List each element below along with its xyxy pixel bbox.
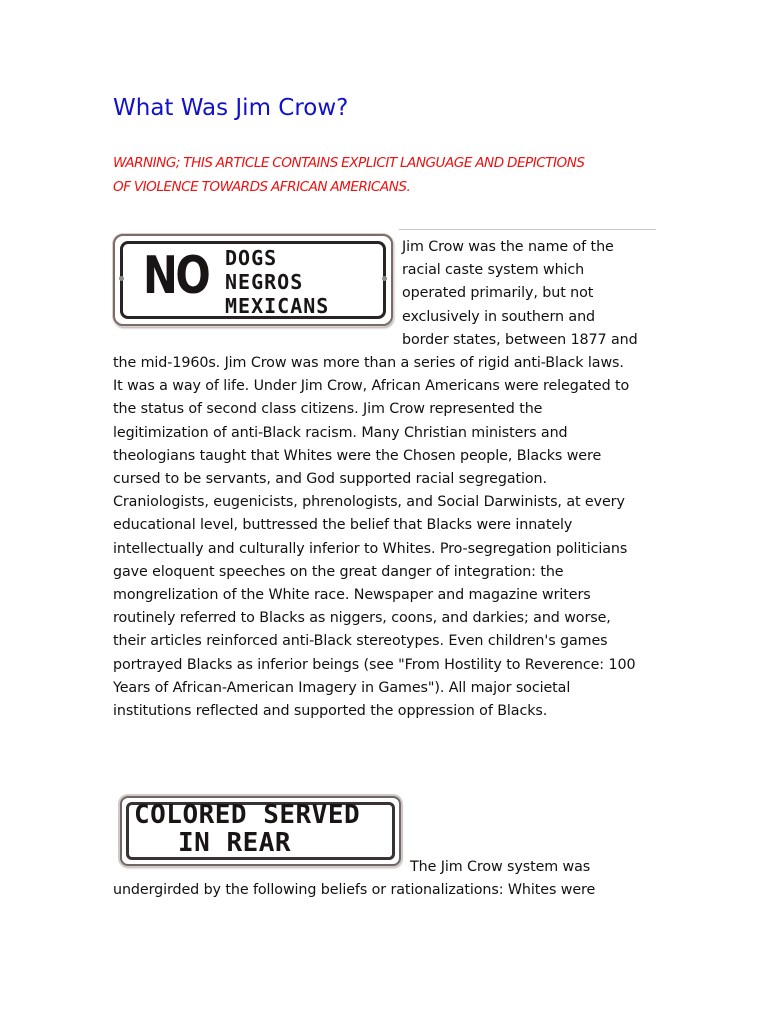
text-line: operated primarily, but not <box>402 285 594 302</box>
sign-line: NEGROS <box>225 270 304 294</box>
text-line: institutions reflected and supported the oppression of Blacks. <box>113 703 548 720</box>
text-line: Craniologists, eugenicists, phrenologists, and Social Darwinists, at every <box>113 494 625 511</box>
text-line: routinely referred to Blacks as niggers, coons, and darkies; and worse, <box>113 610 611 627</box>
text-line: undergirded by the following beliefs or rationalizations: Whites were <box>113 882 596 898</box>
colored-served-in-rear-sign-image <box>120 796 401 866</box>
text-line: the status of second class citizens. Jim Crow represented the <box>113 401 543 418</box>
warning-line: WARNING; THIS ARTICLE CONTAINS EXPLICIT LANGUAGE AND DEPICTIONS <box>113 155 585 171</box>
text-line: intellectually and culturally inferior to Whites. Pro-segregation politicians <box>113 540 628 557</box>
text-line: It was a way of life. Under Jim Crow, African Americans were relegated to <box>113 378 630 395</box>
sign-line: DOGS <box>225 246 278 270</box>
horizontal-rule <box>399 229 656 230</box>
text-line: educational level, buttressed the belief that Blacks were innately <box>113 517 573 534</box>
text-line: Years of African-American Imagery in Games"). All major societal <box>113 679 571 696</box>
text-line: Jim Crow was the name of the <box>402 239 614 255</box>
text-line: cursed to be servants, and God supported racial segregation. <box>113 471 547 488</box>
sign-line: MEXICANS <box>225 294 330 318</box>
sign-screw <box>119 276 124 281</box>
sign-no-text: NO <box>143 246 209 306</box>
no-dogs-negros-mexicans-sign-image <box>113 234 393 326</box>
paragraph-2-body <box>113 879 658 902</box>
sign-screw <box>382 276 387 281</box>
content-warning <box>113 152 673 199</box>
paragraph-2-float-text <box>410 856 660 879</box>
text-line: mongrelization of the White race. Newspaper and magazine writers <box>113 587 591 604</box>
text-line: gave eloquent speeches on the great danger of integration: the <box>113 563 564 580</box>
article-title: What Was Jim Crow? <box>113 95 349 121</box>
text-line: theologians taught that Whites were the Chosen people, Blacks were <box>113 447 602 464</box>
text-line: border states, between 1877 and <box>402 331 638 348</box>
text-line: portrayed Blacks as inferior beings (see "From Hostility to Reverence: 100 <box>113 656 636 673</box>
sign-line: IN REAR <box>178 828 292 858</box>
text-line: racial caste system which <box>402 262 585 279</box>
sign-lines <box>225 246 329 318</box>
text-line: The Jim Crow system was <box>410 859 591 875</box>
paragraph-1-float-text <box>402 236 638 352</box>
sign-line: COLORED SERVED <box>134 800 361 830</box>
text-line: their articles reinforced anti-Black stereotypes. Even children's games <box>113 633 608 650</box>
paragraph-1-body <box>113 352 658 723</box>
text-line: the mid-1960s. Jim Crow was more than a series of rigid anti-Black laws. <box>113 355 624 371</box>
text-line: exclusively in southern and <box>402 308 596 325</box>
warning-line: OF VIOLENCE TOWARDS AFRICAN AMERICANS. <box>113 178 411 195</box>
text-line: legitimization of anti-Black racism. Many Christian ministers and <box>113 424 568 441</box>
